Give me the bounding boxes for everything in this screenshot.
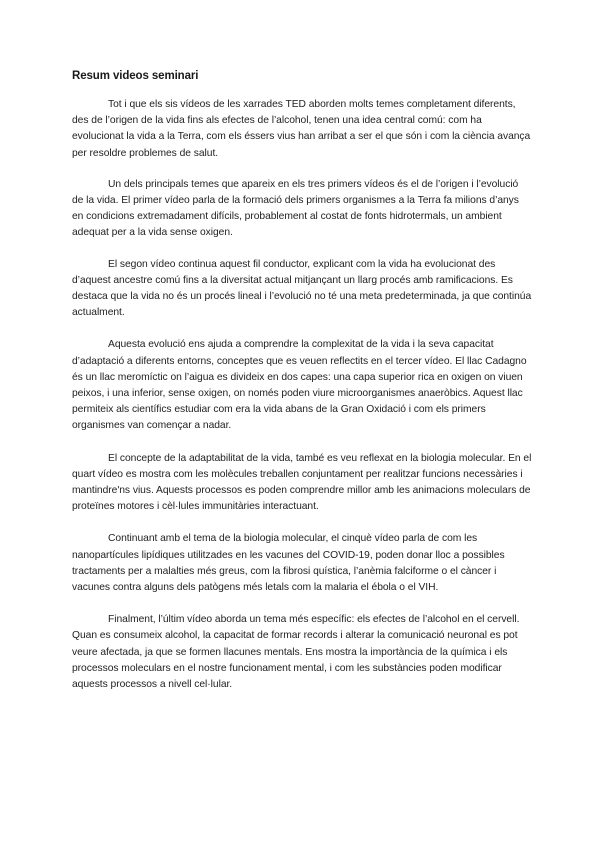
paragraph-lipid-nanoparticles: Continuant amb el tema de la biologia molecular, el cinquè vídeo parla de com les nanopartícules lipídiques utilitzades en les vacunes del COVID-19, poden donar lloc a possibles tractaments per a malalties més greus, com la fibrosi quística, l’anèmia falciforme o el càncer i vacunes contra alguns dels patògens més letals com la malaria el ébola o el VIH. [72,533,505,594]
paragraph-lake-cadagno: Aquesta evolució ens ajuda a comprendre la complexitat de la vida i la seva capacitat d’adaptació a diferents entorns, conceptes que es veuen reflectits en el tercer vídeo. El llac Cadagno és un llac meromíctic on l’aigua es divideix en dos capes: una capa superior rica en oxigen on viuen peixos, i una inferior, sense oxigen, on només poden viure microorganismes anaeròbics. Aquest llac permiteix als científics estudiar com era la vida abans de la Gran Oxidació i com els primers organismes van començar a nadar. [72,339,527,432]
page-title: Resum videos seminari [72,70,199,82]
paragraph-intro: Tot i que els sis vídeos de les xarrades TED aborden molts temes completament diferents, des de l’origen de la vida fins als efectes de l’alcohol, tenen una idea central comú: com ha evolucionat la vida a la Terra, com els éssers vius han arribat a ser el que són i com la ciència avança per resoldre problemes de salut. [72,99,531,159]
paragraph-evolution: El segon vídeo continua aquest fil conductor, explicant com la vida ha evolucionat des d’aquest ancestre comú fins a la diversitat actual mitjançant un llarg procés amb ramificacions. Es destaca que la vida no és un procés lineal i l’evolució no té una meta predeterminada, ja que continúa actualment. [72,258,532,319]
document-body [72,97,532,709]
paragraph-alcohol-effects: Finalment, l’últim vídeo aborda un tema més específic: els efectes de l’alcohol en el cervell. Quan es consumeix alcohol, la capacitat de formar records i alterar la comunicació neuronal es pot veure afectada, ja que se formen llacunes mentals. Ens mostra la importància de la química i els processos moleculars en el nostre funcionament mental, i com les substàncies poden modificar aquests processos a nivell cel·lular. [72,614,520,691]
paragraph-molecular-biology: El concepte de la adaptabilitat de la vida, també es veu reflexat en la biologia molecular. En el quart vídeo es mostra com les molècules treballen conjuntament per realitzar funcions necessàries i mantindre'ns vius. Aquests processos es poden comprendre millor amb les animacions moleculars de proteïnes motores i cèl·lules immunitàries interactuant. [72,452,532,513]
paragraph-origin-of-life: Un dels principals temes que apareix en els tres primers vídeos és el de l’origen i l’evolució de la vida. El primer vídeo parla de la formació dels primers organismes a la Terra fa milions d’anys en condicions extremadament difícils, probablement al costat de fonts hidrotermals, un ambient adequat per a la vida sense oxigen. [72,178,519,239]
